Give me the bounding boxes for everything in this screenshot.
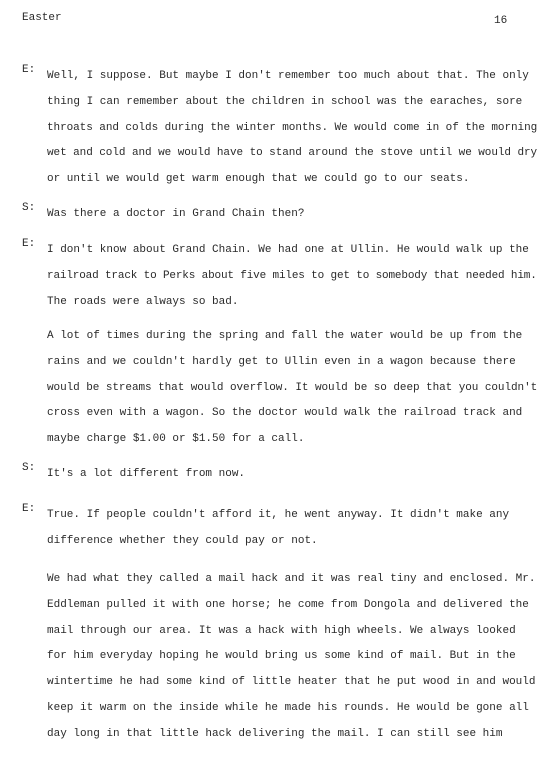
text-line: Was there a doctor in Grand Chain then?	[47, 208, 305, 220]
paragraph-text	[47, 64, 537, 193]
text-line: railroad track to Perks about five miles to get to somebody that needed him.	[47, 269, 537, 282]
text-line: maybe charge $1.00 or $1.50 for a call.	[47, 433, 305, 446]
text-line: wintertime he had some kind of little heater that he put wood in and would	[47, 676, 536, 689]
speaker-label: E:	[22, 64, 36, 76]
text-line: would be streams that would overflow. It would be so deep that you couldn't	[47, 381, 538, 394]
page-number: 16	[494, 15, 508, 27]
paragraph-text	[47, 503, 537, 555]
text-line: wet and cold and we would have to stand around the stove until we would dry	[47, 147, 538, 160]
paragraph-text	[47, 324, 537, 453]
text-line: I don't know about Grand Chain. We had one at Ullin. He would walk up the	[47, 244, 529, 256]
text-line: keep it warm on the inside while he made his rounds. He would be gone all	[47, 701, 529, 714]
text-line: Well, I suppose. But maybe I don't remember too much about that. The only	[47, 70, 529, 82]
text-line: mail through our area. It was a hack with high wheels. We always looked	[47, 624, 516, 637]
text-line: difference whether they could pay or not.	[47, 534, 318, 547]
text-line: cross even with a wagon. So the doctor would walk the railroad track and	[47, 407, 523, 420]
paragraph-text	[47, 567, 537, 748]
text-line: thing I can remember about the children in school was the earaches, sore	[47, 95, 523, 108]
text-line: or until we would get warm enough that we could go to our seats.	[47, 173, 470, 186]
text-line: day long in that little hack delivering the mail. I can still see him	[47, 727, 503, 740]
text-line: for him everyday hoping he would bring us some kind of mail. But in the	[47, 650, 516, 663]
text-line: We had what they called a mail hack and it was real tiny and enclosed. Mr.	[47, 573, 536, 585]
speaker-label: S:	[22, 462, 36, 474]
running-header: Easter	[22, 12, 62, 24]
speaker-label: S:	[22, 202, 36, 214]
text-line: The roads were always so bad.	[47, 295, 239, 308]
text-line: throats and colds during the winter months. We would come in of the morning	[47, 121, 538, 134]
text-line: A lot of times during the spring and fall the water would be up from the	[47, 330, 523, 342]
paragraph-text	[47, 202, 537, 228]
paragraph-text	[47, 462, 537, 488]
paragraph-text	[47, 238, 537, 315]
text-line: It's a lot different from now.	[47, 468, 246, 480]
speaker-label: E:	[22, 503, 36, 515]
speaker-label: E:	[22, 238, 36, 250]
text-line: Eddleman pulled it with one horse; he come from Dongola and delivered the	[47, 598, 529, 611]
text-line: rains and we couldn't hardly get to Ullin even in a wagon because there	[47, 355, 516, 368]
text-line: True. If people couldn't afford it, he went anyway. It didn't make any	[47, 509, 510, 521]
